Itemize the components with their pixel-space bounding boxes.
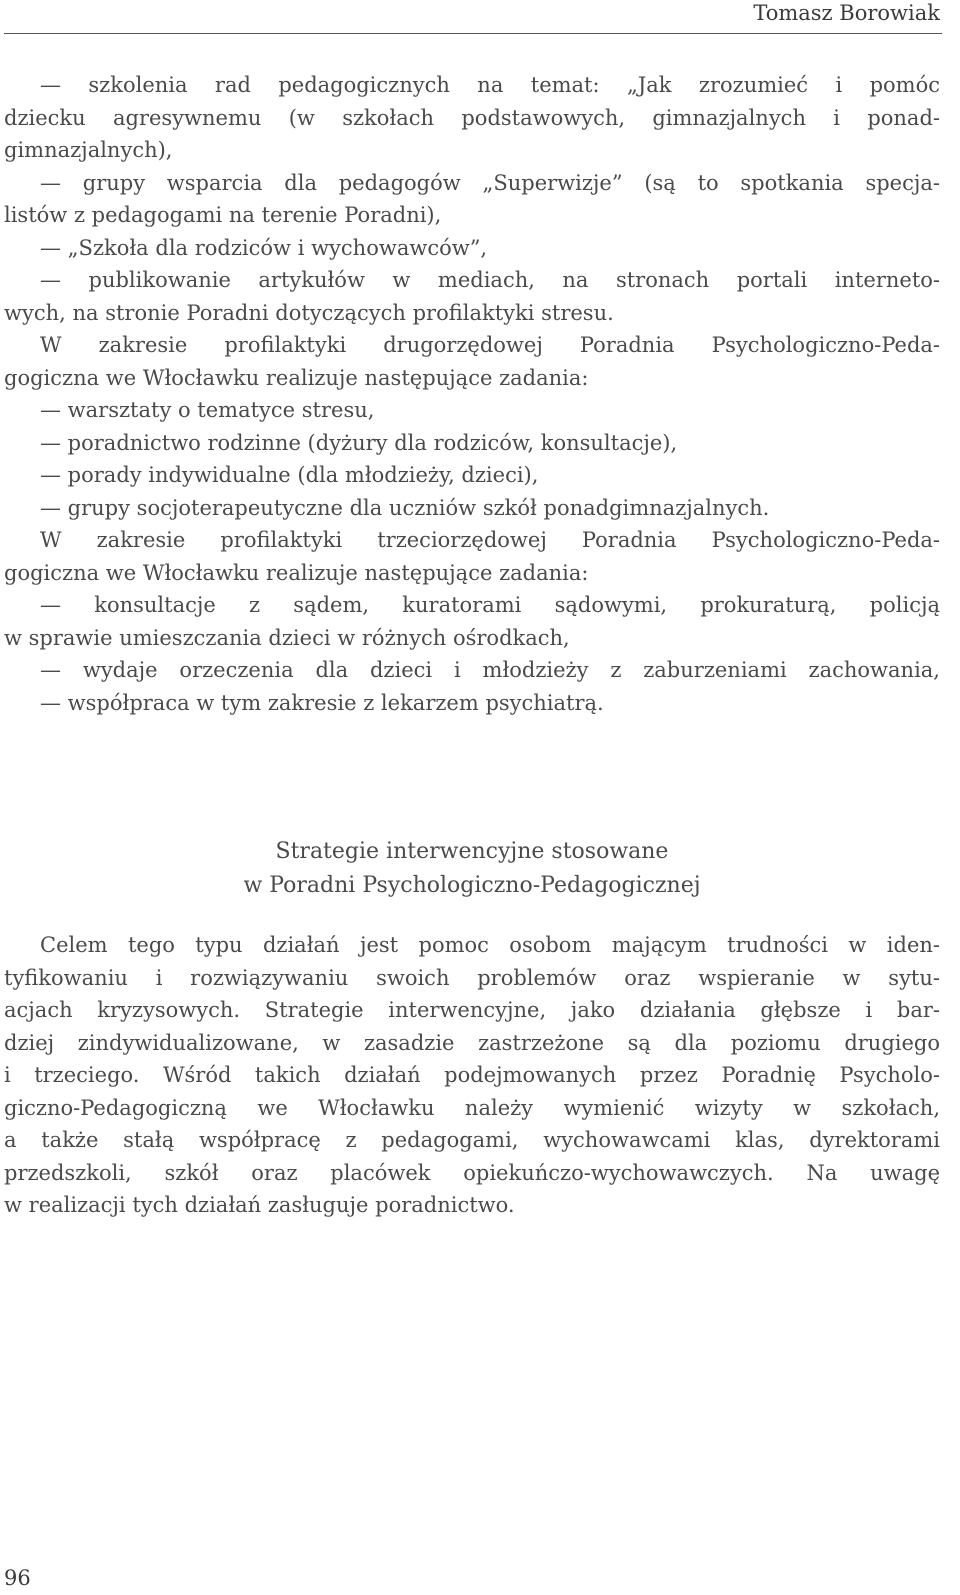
text-line: Celem tego typu działań jest pomoc osobom mającym trudności w iden- [40, 933, 940, 957]
text-line: — grupy wsparcia dla pedagogów „Superwizje” (są to spotkania specja- [40, 170, 940, 195]
text-line: gogiczna we Włocławku realizuje następujące zadania: [4, 560, 589, 585]
text-line: przedszkoli, szkół oraz placówek opiekuńczo-wychowawczych. Na uwagę [4, 1160, 940, 1185]
text-line: tyfikowaniu i rozwiązywaniu swoich problemów oraz wspieranie w sytu- [4, 965, 940, 990]
page-number: 96 [4, 1566, 31, 1590]
text-line: wych, na stronie Poradni dotyczących profilaktyki stresu. [4, 300, 614, 325]
heading-line: w Poradni Psychologiczno-Pedagogicznej [243, 873, 701, 898]
text-line: gimnazjalnych), [4, 138, 173, 162]
heading-line: Strategie interwencyjne stosowane [275, 839, 669, 864]
text-line: acjach kryzysowych. Strategie interwencyjne, jako działania głębsze i bar- [4, 998, 940, 1022]
text-line: i trzeciego. Wśród takich działań podejmowanych przez Poradnię Psycholo- [4, 1063, 940, 1087]
text-line: — „Szkoła dla rodziców i wychowawców”, [40, 235, 488, 260]
text-line: dziecku agresywnemu (w szkołach podstawowych, gimnazjalnych i ponad- [4, 105, 940, 130]
text-line: — porady indywidualne (dla młodzieży, dzieci), [40, 463, 539, 487]
text-line: — konsultacje z sądem, kuratorami sądowymi, prokuraturą, policją [40, 593, 940, 617]
text-line: w sprawie umieszczania dzieci w różnych ośrodkach, [4, 625, 570, 650]
text-line: W zakresie profilaktyki trzeciorzędowej Poradnia Psychologiczno-Peda- [40, 528, 940, 552]
text-line: — publikowanie artykułów w mediach, na stronach portali interneto- [40, 268, 940, 292]
text-line: w realizacji tych działań zasługuje poradnictwo. [4, 1193, 515, 1217]
text-line: dziej zindywidualizowane, w zasadzie zastrzeżone są dla poziomu drugiego [4, 1030, 940, 1055]
text-line: W zakresie profilaktyki drugorzędowej Poradnia Psychologiczno-Peda- [40, 333, 940, 357]
body-text-block-2 [4, 929, 940, 1222]
text-line: a także stałą współpracę z pedagogami, wychowawcami klas, dyrektorami [4, 1128, 940, 1152]
text-line: — wydaje orzeczenia dla dzieci i młodzieży z zaburzeniami zachowania, [40, 658, 940, 682]
text-line: gogiczna we Włocławku realizuje następujące zadania: [4, 365, 589, 390]
running-header: Tomasz Borowiak [753, 1, 940, 25]
text-line: giczno-Pedagogiczną we Włocławku należy wymienić wizyty w szkołach, [4, 1095, 940, 1120]
header-rule [4, 33, 942, 34]
text-line: — grupy socjoterapeutyczne dla uczniów szkół ponadgimnazjalnych. [40, 495, 770, 520]
section-heading [4, 835, 940, 903]
body-text-block-1 [4, 69, 940, 719]
text-line: — warsztaty o tematyce stresu, [40, 398, 375, 422]
text-line: listów z pedagogami na terenie Poradni), [4, 203, 442, 227]
text-line: — poradnictwo rodzinne (dyżury dla rodziców, konsultacje), [40, 430, 678, 455]
text-line: — szkolenia rad pedagogicznych na temat: „Jak zrozumieć i pomóc [40, 73, 940, 97]
text-line: — współpraca w tym zakresie z lekarzem psychiatrą. [40, 690, 604, 715]
